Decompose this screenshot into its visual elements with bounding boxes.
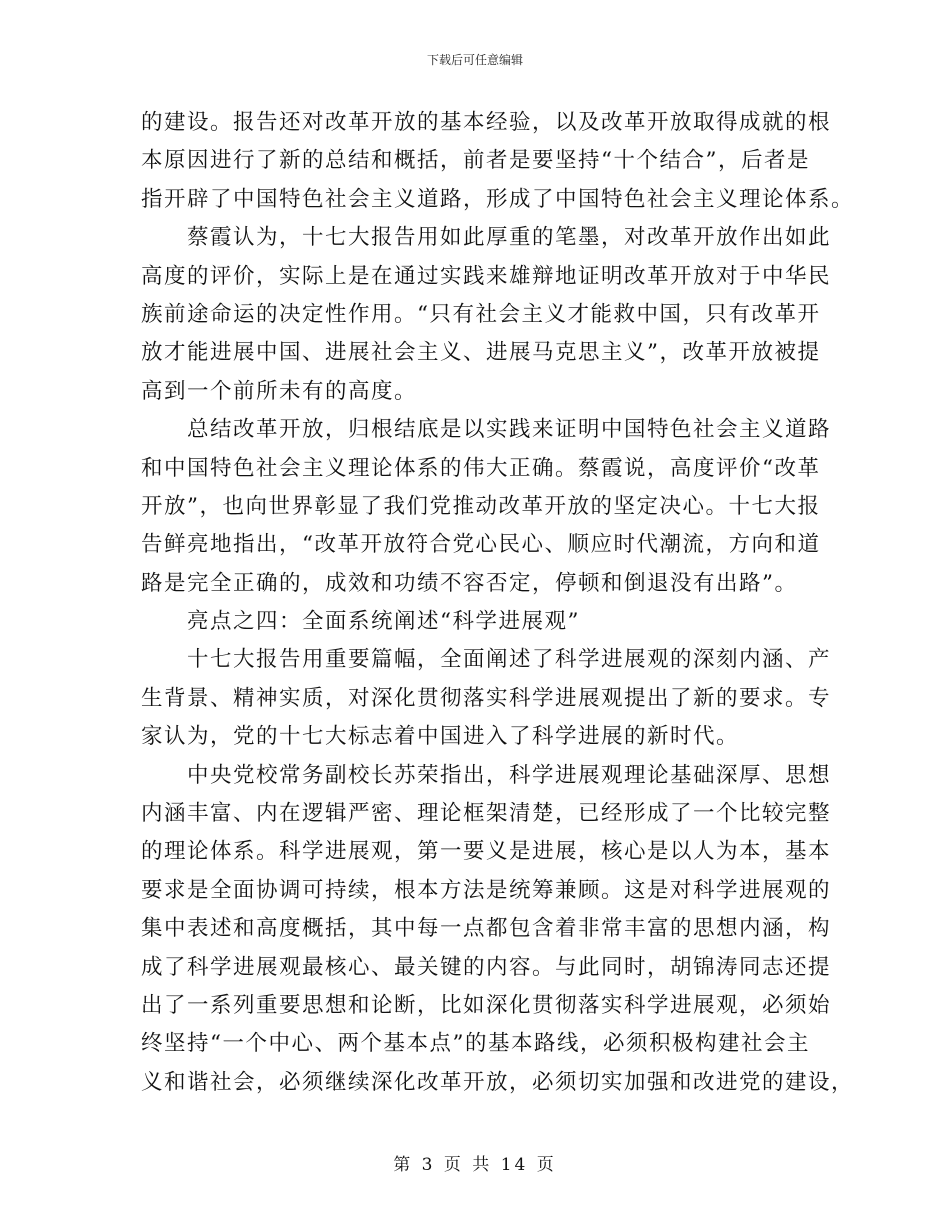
- text-line: 蔡霞认为，十七大报告用如此厚重的笔墨，对改革开放作出如此: [141, 225, 832, 251]
- text-line: 族前途命运的决定性作用。“只有社会主义才能救中国，只有改革开: [141, 301, 821, 327]
- text-line: 生背景、精神实质，对深化贯彻落实科学进展观提出了新的要求。专: [141, 685, 832, 711]
- text-line: 告鲜亮地指出，“改革开放符合党心民心、顺应时代潮流，方向和道: [141, 532, 821, 558]
- text-line: 的建设。报告还对改革开放的基本经验，以及改革开放取得成就的根: [141, 110, 832, 135]
- text-line: 放才能进展中国、进展社会主义、进展马克思主义”，改革开放被提: [141, 340, 821, 366]
- text-line: 指开辟了中国特色社会主义道路，形成了中国特色社会主义理论体系。: [141, 186, 855, 212]
- text-line: 路是完全正确的，成效和功绩不容否定，停顿和倒退没有出路”。: [141, 570, 798, 596]
- text-line: 集中表述和高度概括，其中每一点都包含着非常丰富的思想内涵，构: [141, 916, 832, 942]
- text-line: 内涵丰富、内在逻辑严密、理论框架清楚，已经形成了一个比较完整: [141, 801, 832, 827]
- text-line: 成了科学进展观最核心、最关键的内容。与此同时，胡锦涛同志还提: [141, 954, 832, 980]
- text-line: 高到一个前所未有的高度。: [141, 378, 418, 404]
- text-line: 要求是全面协调可持续，根本方法是统筹兼顾。这是对科学进展观的: [141, 877, 832, 903]
- text-line: 高度的评价，实际上是在通过实践来雄辩地证明改革开放对于中华民: [141, 263, 832, 289]
- text-line: 的理论体系。科学进展观，第一要义是进展，核心是以人为本，基本: [141, 839, 832, 865]
- text-line: 和中国特色社会主义理论体系的伟大正确。蔡霞说，高度评价“改革: [141, 455, 821, 481]
- text-line: 中央党校常务副校长苏荣指出，科学进展观理论基础深厚、思想: [141, 762, 832, 788]
- text-line: 义和谐社会，必须继续深化改革开放，必须切实加强和改进党的建设，: [141, 1069, 855, 1095]
- text-line: 总结改革开放，归根结底是以实践来证明中国特色社会主义道路: [141, 417, 832, 443]
- page-number-footer: 第 3 页 共 14 页: [393, 1155, 557, 1175]
- document-body: [141, 104, 855, 1102]
- text-line: 出了一系列重要思想和论断，比如深化贯彻落实科学进展观，必须始: [141, 992, 832, 1018]
- text-line: 开放”，也向世界彰显了我们党推动改革开放的坚定决心。十七大报: [141, 493, 821, 519]
- text-line: 十七大报告用重要篇幅，全面阐述了科学进展观的深刻内涵、产: [141, 647, 832, 673]
- page-header: 下载后可任意编辑: [426, 53, 523, 67]
- text-line: 本原因进行了新的总结和概括，前者是要坚持“十个结合”，后者是: [141, 148, 810, 174]
- section-heading: 亮点之四：全面系统阐述“科学进展观”: [141, 609, 580, 635]
- text-line: 终坚持“一个中心、两个基本点”的基本路线，必须积极构建社会主: [141, 1031, 810, 1057]
- text-line: 家认为，党的十七大标志着中国进入了科学进展的新时代。: [141, 724, 740, 750]
